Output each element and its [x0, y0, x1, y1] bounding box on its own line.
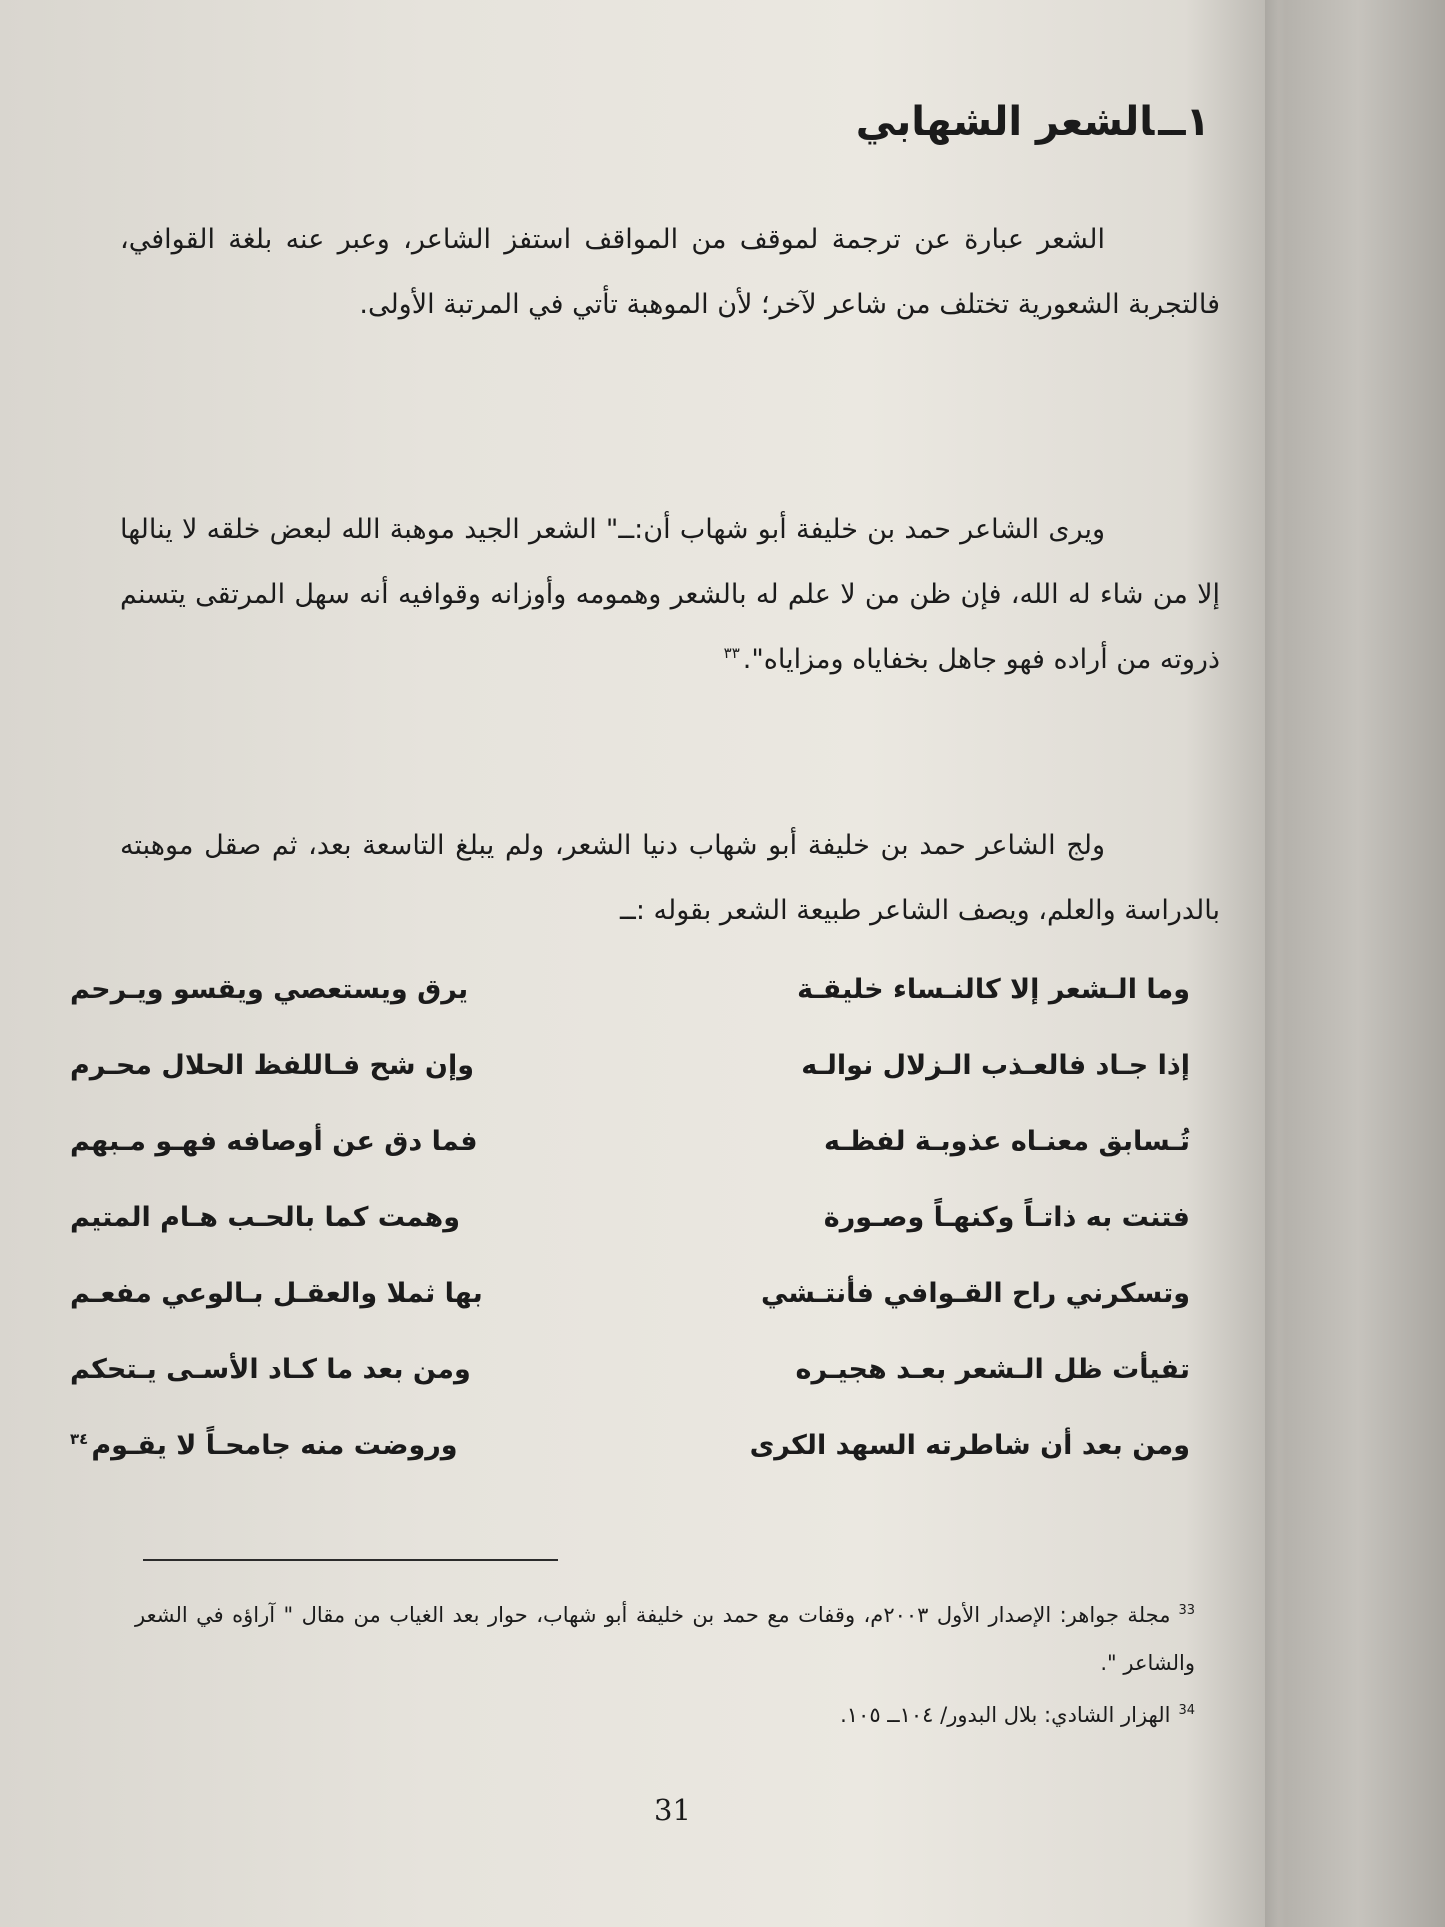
footnote-ref-33: ٣٣: [723, 644, 740, 662]
verse-first-hemistich: تُـسابق معنـاه عذوبـة لفظـه: [824, 1126, 1190, 1157]
poem-verse: [70, 1256, 1190, 1332]
verse-first-hemistich: تفيأت ظل الـشعر بعـد هجيـره: [795, 1354, 1190, 1385]
section-title: الشعر الشهابي: [855, 99, 1155, 145]
verse-first-hemistich: وتسكرني راح القـوافي فأنتـشي: [760, 1278, 1190, 1309]
verse-second-hemistich: بها ثملا والعقـل بـالوعي مفعـم: [70, 1278, 483, 1309]
poem-verse: [70, 1028, 1190, 1104]
footnote-34: [135, 1687, 1195, 1739]
footnote-text: الهزار الشادي: بلال البدور/ ١٠٤ــ ١٠٥.: [840, 1703, 1171, 1727]
section-number: ١ــ: [1158, 99, 1210, 145]
verse-second-hemistich: وهمت كما بالحـب هـام المتيم: [70, 1202, 460, 1233]
paragraph-1: الشعر عبارة عن ترجمة لموقف من المواقف استفز الشاعر، وعبر عنه بلغة القوافي، فالتجربة الشعورية تختلف من شاعر لآخر؛ لأن الموهبة تأتي في المرتبة الأولى.: [120, 224, 1220, 320]
footnote-separator: [143, 1559, 558, 1561]
verse-first-hemistich: وما الـشعر إلا كالنـساء خليقـة: [797, 974, 1190, 1005]
poem-verse: [70, 952, 1190, 1028]
verse-second-hemistich: فما دق عن أوصافه فهـو مـبهم: [70, 1126, 478, 1157]
verse-second-hemistich: ومن بعد ما كـاد الأسـى يـتحكم: [70, 1354, 471, 1385]
verse-first-hemistich: ومن بعد أن شاطرته السهد الكرى: [749, 1430, 1190, 1461]
footnote-number: 34: [1178, 1703, 1195, 1718]
verse-second-hemistich: يرق ويستعصي ويقسو ويـرحم: [70, 974, 469, 1005]
paragraph-3: ولج الشاعر حمد بن خليفة أبو شهاب دنيا الشعر، ولم يبلغ التاسعة بعد، ثم صقل موهبته بالدراسة والعلم، ويصف الشاعر طبيعة الشعر بقوله :ــ: [120, 830, 1220, 926]
footnote-33: [135, 1587, 1195, 1687]
poem-verse: [70, 1332, 1190, 1408]
footnote-ref-34: ٣٤: [70, 1430, 89, 1448]
verse-first-hemistich: إذا جـاد فالعـذب الـزلال نوالـه: [801, 1050, 1190, 1081]
footnotes: [135, 1587, 1195, 1739]
verse-second-hemistich: وإن شح فـاللفظ الحلال محـرم: [70, 1050, 475, 1081]
poem-verse: [70, 1180, 1190, 1256]
verse-second-hemistich: [70, 1408, 570, 1484]
section-heading: [856, 92, 1210, 152]
poem-verse: [70, 1104, 1190, 1180]
poem-verse: [70, 1408, 1190, 1484]
verse-second-hemistich-text: وروضت منه جامحـاً لا يقـوم: [91, 1430, 458, 1461]
paragraph-2: [120, 497, 1220, 692]
verse-first-hemistich: فتنت به ذاتـاً وكنهـاً وصـورة: [823, 1202, 1190, 1233]
paragraph-2-text: ويرى الشاعر حمد بن خليفة أبو شهاب أن:ــ" الشعر الجيد موهبة الله لبعض خلقه لا ينالها إلا من شاء له الله، فإن ظن من لا علم له بالشعر وهمومه وأوزانه وقوافيه أنه سهل المرتقى يتسنم ذروته من أراده فهو جاهل بخفاياه ومزاياه".: [120, 514, 1220, 675]
footnote-number: 33: [1178, 1603, 1195, 1618]
footnote-text: مجلة جواهر: الإصدار الأول ٢٠٠٣م، وقفات مع حمد بن خليفة أبو شهاب، حوار بعد الغياب من مقال " آراؤه في الشعر والشاعر ".: [135, 1603, 1195, 1675]
poem: [70, 952, 1190, 1484]
page-number: 31: [654, 1793, 691, 1827]
